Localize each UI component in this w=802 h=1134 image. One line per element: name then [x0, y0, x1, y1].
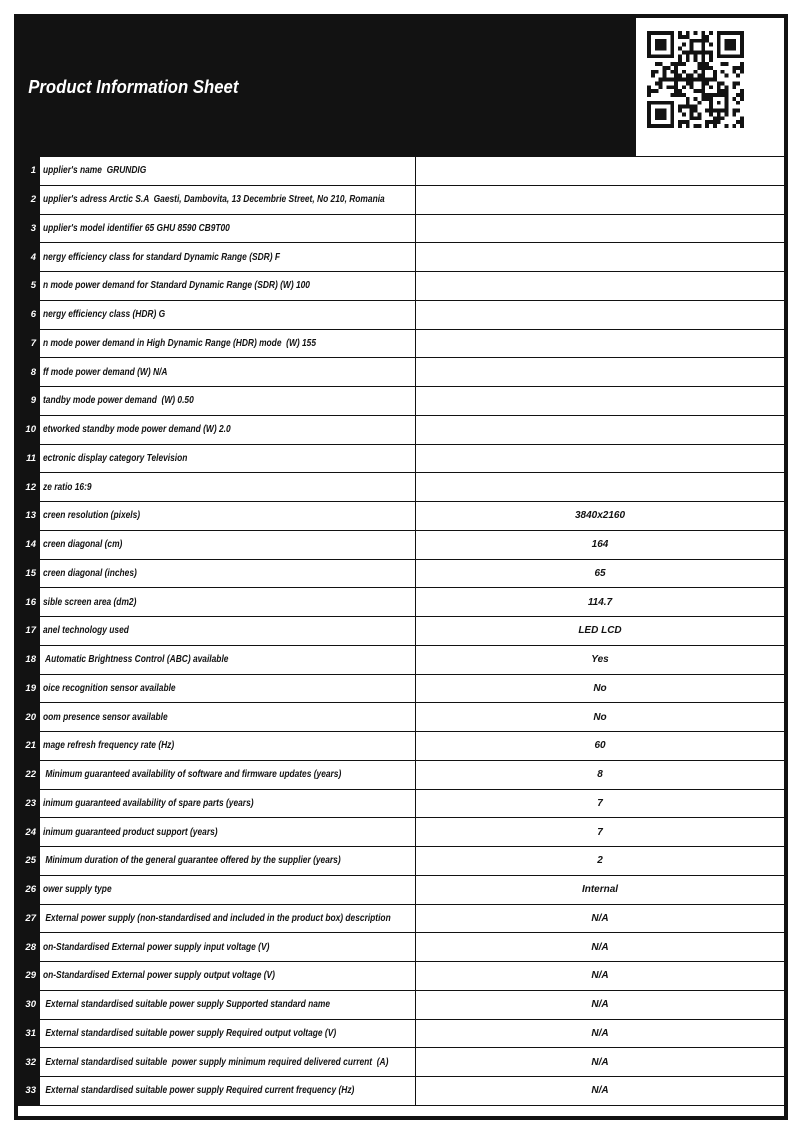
table-row: [18, 445, 784, 474]
row-label-text: inimum guaranteed availability of spare parts (years): [43, 797, 254, 809]
table-row: [18, 646, 784, 675]
table-row: [18, 473, 784, 502]
table-row: [18, 675, 784, 704]
row-value: 3840x2160: [416, 502, 784, 531]
row-label: [40, 933, 416, 962]
row-value: 7: [416, 818, 784, 847]
row-number: 17: [18, 617, 40, 646]
table-row: [18, 818, 784, 847]
row-number: 20: [18, 703, 40, 732]
row-label: [40, 646, 416, 675]
row-value: [416, 387, 784, 416]
row-number: 13: [18, 502, 40, 531]
row-value: [416, 215, 784, 244]
row-value: N/A: [416, 933, 784, 962]
row-label-text: creen resolution (pixels): [43, 510, 141, 522]
row-label-text: mage refresh frequency rate (Hz): [43, 740, 175, 752]
row-label-text: ower supply type: [43, 884, 112, 896]
row-label-text: on-Standardised External power supply input voltage (V): [43, 941, 270, 953]
row-value: N/A: [416, 962, 784, 991]
table-row: [18, 186, 784, 215]
header: [18, 18, 784, 156]
row-label-text: External power supply (non-standardised and included in the product box) description: [43, 912, 391, 924]
row-label-text: anel technology used: [43, 625, 129, 637]
row-label-text: sible screen area (dm2): [43, 596, 137, 608]
row-number: 15: [18, 560, 40, 589]
header-title-block: [18, 18, 636, 156]
row-value: 60: [416, 732, 784, 761]
row-label: [40, 1020, 416, 1049]
row-label-text: creen diagonal (cm): [43, 539, 123, 551]
table-row: [18, 962, 784, 991]
row-value: [416, 330, 784, 359]
row-label: [40, 445, 416, 474]
row-number: 33: [18, 1077, 40, 1106]
row-number: 6: [18, 301, 40, 330]
row-label-text: on-Standardised External power supply output voltage (V): [43, 970, 275, 982]
row-value: No: [416, 703, 784, 732]
row-label: [40, 186, 416, 215]
table-row: [18, 790, 784, 819]
row-number: 3: [18, 215, 40, 244]
row-value: 65: [416, 560, 784, 589]
row-label: [40, 473, 416, 502]
table-row: [18, 531, 784, 560]
row-value: [416, 186, 784, 215]
table-row: [18, 761, 784, 790]
row-number: 31: [18, 1020, 40, 1049]
row-label-text: n mode power demand for Standard Dynamic Range (SDR) (W) 100: [43, 280, 310, 292]
row-label: [40, 1048, 416, 1077]
row-label: [40, 301, 416, 330]
row-label: [40, 732, 416, 761]
table-row: [18, 272, 784, 301]
table-row: [18, 933, 784, 962]
row-number: 1: [18, 157, 40, 186]
row-label-text: External standardised suitable power supply Required output voltage (V): [43, 1027, 337, 1039]
row-label: [40, 157, 416, 186]
row-value: N/A: [416, 991, 784, 1020]
row-number: 25: [18, 847, 40, 876]
row-value: [416, 157, 784, 186]
row-label: [40, 560, 416, 589]
row-label: [40, 991, 416, 1020]
table-row: [18, 301, 784, 330]
spec-table: [18, 156, 784, 1106]
table-row: [18, 560, 784, 589]
row-label: [40, 330, 416, 359]
row-label-text: Automatic Brightness Control (ABC) available: [43, 654, 229, 666]
row-number: 5: [18, 272, 40, 301]
row-label-text: ze ratio 16:9: [43, 481, 92, 493]
table-row: [18, 847, 784, 876]
row-label-text: upplier's name GRUNDIG: [43, 165, 147, 177]
row-number: 26: [18, 876, 40, 905]
row-number: 30: [18, 991, 40, 1020]
product-information-sheet: [14, 14, 788, 1120]
row-label: [40, 703, 416, 732]
table-row: [18, 330, 784, 359]
table-row: [18, 703, 784, 732]
row-value: 8: [416, 761, 784, 790]
row-label-text: ectronic display category Television: [43, 452, 188, 464]
row-value: 2: [416, 847, 784, 876]
row-label-text: upplier's model identifier 65 GHU 8590 CB9T00: [43, 222, 230, 234]
row-label-text: oom presence sensor available: [43, 711, 168, 723]
row-label-text: Minimum duration of the general guarantee offered by the supplier (years): [43, 855, 341, 867]
row-label-text: n mode power demand in High Dynamic Range (HDR) mode (W) 155: [43, 337, 317, 349]
row-label: [40, 761, 416, 790]
table-row: [18, 732, 784, 761]
row-value: LED LCD: [416, 617, 784, 646]
table-row: [18, 1020, 784, 1049]
row-value: N/A: [416, 905, 784, 934]
table-row: [18, 502, 784, 531]
row-label-text: External standardised suitable power supply minimum required delivered current (A): [43, 1056, 389, 1068]
row-value: [416, 243, 784, 272]
table-row: [18, 905, 784, 934]
row-label-text: creen diagonal (inches): [43, 567, 137, 579]
row-label-text: External standardised suitable power supply Supported standard name: [43, 999, 331, 1011]
row-label: [40, 1077, 416, 1106]
row-label: [40, 790, 416, 819]
row-number: 18: [18, 646, 40, 675]
row-label: [40, 531, 416, 560]
row-number: 7: [18, 330, 40, 359]
table-row: [18, 215, 784, 244]
row-label: [40, 272, 416, 301]
row-number: 16: [18, 588, 40, 617]
row-label: [40, 416, 416, 445]
row-value: [416, 301, 784, 330]
table-row: [18, 358, 784, 387]
row-number: 11: [18, 445, 40, 474]
table-row: [18, 157, 784, 186]
row-label-text: upplier's adress Arctic S.A Gaesti, Dambovita, 13 Decembrie Street, No 210, Romania: [43, 194, 385, 206]
row-value: N/A: [416, 1020, 784, 1049]
row-number: 28: [18, 933, 40, 962]
row-number: 24: [18, 818, 40, 847]
table-row: [18, 876, 784, 905]
row-label-text: inimum guaranteed product support (years): [43, 826, 218, 838]
row-label-text: etworked standby mode power demand (W) 2.0: [43, 424, 231, 436]
row-value: N/A: [416, 1048, 784, 1077]
row-number: 27: [18, 905, 40, 934]
qr-code-icon: [647, 31, 744, 128]
row-number: 8: [18, 358, 40, 387]
row-label: [40, 502, 416, 531]
row-label-text: oice recognition sensor available: [43, 682, 176, 694]
row-label: [40, 905, 416, 934]
row-label: [40, 876, 416, 905]
table-row: [18, 617, 784, 646]
row-number: 12: [18, 473, 40, 502]
row-number: 10: [18, 416, 40, 445]
row-value: 114.7: [416, 588, 784, 617]
page-title: Product Information Sheet: [28, 76, 239, 97]
row-label-text: Minimum guaranteed availability of software and firmware updates (years): [43, 769, 342, 781]
row-value: [416, 272, 784, 301]
table-row: [18, 1048, 784, 1077]
row-value: N/A: [416, 1077, 784, 1106]
row-label: [40, 818, 416, 847]
row-number: 9: [18, 387, 40, 416]
row-value: 164: [416, 531, 784, 560]
row-number: 32: [18, 1048, 40, 1077]
row-number: 22: [18, 761, 40, 790]
row-label: [40, 847, 416, 876]
row-label: [40, 617, 416, 646]
table-row: [18, 991, 784, 1020]
table-row: [18, 387, 784, 416]
row-value: No: [416, 675, 784, 704]
row-label-text: nergy efficiency class for standard Dynamic Range (SDR) F: [43, 251, 280, 263]
row-value: [416, 473, 784, 502]
row-label-text: tandby mode power demand (W) 0.50: [43, 395, 194, 407]
row-label: [40, 675, 416, 704]
row-label-text: External standardised suitable power supply Required current frequency (Hz): [43, 1085, 355, 1097]
row-label-text: nergy efficiency class (HDR) G: [43, 309, 166, 321]
row-number: 21: [18, 732, 40, 761]
row-value: [416, 358, 784, 387]
table-row: [18, 588, 784, 617]
row-label: [40, 243, 416, 272]
row-number: 23: [18, 790, 40, 819]
row-value: Internal: [416, 876, 784, 905]
row-number: 19: [18, 675, 40, 704]
row-label: [40, 387, 416, 416]
row-number: 14: [18, 531, 40, 560]
row-number: 29: [18, 962, 40, 991]
row-number: 4: [18, 243, 40, 272]
row-label: [40, 588, 416, 617]
table-row: [18, 1077, 784, 1106]
row-value: Yes: [416, 646, 784, 675]
row-label: [40, 962, 416, 991]
row-number: 2: [18, 186, 40, 215]
row-label-text: ff mode power demand (W) N/A: [43, 366, 168, 378]
row-label: [40, 358, 416, 387]
row-value: [416, 445, 784, 474]
row-value: 7: [416, 790, 784, 819]
table-row: [18, 416, 784, 445]
table-row: [18, 243, 784, 272]
row-label: [40, 215, 416, 244]
row-value: [416, 416, 784, 445]
